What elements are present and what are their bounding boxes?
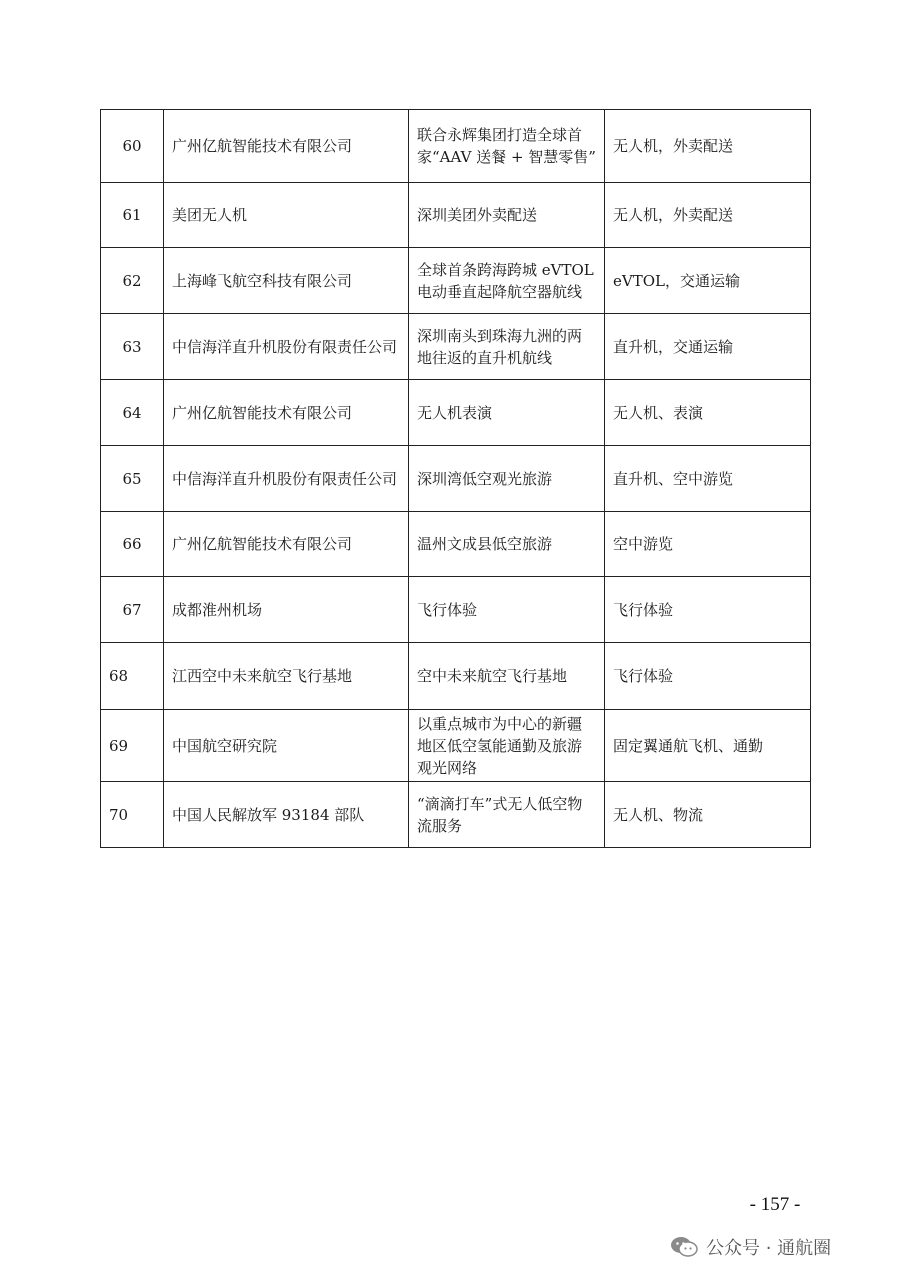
project-cell: 飞行体验 <box>409 577 605 643</box>
table-row <box>101 446 811 512</box>
category-cell: 空中游览 <box>605 512 811 577</box>
category-cell: 飞行体验 <box>605 577 811 643</box>
category-cell: 直升机、空中游览 <box>605 446 811 512</box>
company-cell: 中信海洋直升机股份有限责任公司 <box>164 446 409 512</box>
category-cell: 无人机，外卖配送 <box>605 110 811 183</box>
table-body <box>101 110 811 848</box>
company-cell: 广州亿航智能技术有限公司 <box>164 380 409 446</box>
category-cell: 固定翼通航飞机、通勤 <box>605 710 811 782</box>
wechat-icon <box>670 1235 698 1259</box>
row-number: 70 <box>101 782 164 848</box>
project-cell: 深圳美团外卖配送 <box>409 183 605 248</box>
company-cell: 中国航空研究院 <box>164 710 409 782</box>
watermark <box>670 1232 831 1262</box>
company-cell: 中国人民解放军 93184 部队 <box>164 782 409 848</box>
table-row <box>101 183 811 248</box>
project-cell: 空中未来航空飞行基地 <box>409 643 605 710</box>
table-row <box>101 782 811 848</box>
category-cell: 飞行体验 <box>605 643 811 710</box>
table-row <box>101 110 811 183</box>
company-cell: 广州亿航智能技术有限公司 <box>164 110 409 183</box>
row-number: 62 <box>101 248 164 314</box>
page-number: - 157 - <box>749 1194 801 1215</box>
project-cell: “滴滴打车”式无人低空物流服务 <box>409 782 605 848</box>
project-cell: 温州文成县低空旅游 <box>409 512 605 577</box>
project-table <box>100 109 811 848</box>
project-cell: 无人机表演 <box>409 380 605 446</box>
row-number: 65 <box>101 446 164 512</box>
watermark-text: 公众号 · 通航圈 <box>706 1238 832 1259</box>
table-row <box>101 380 811 446</box>
company-cell: 江西空中未来航空飞行基地 <box>164 643 409 710</box>
project-cell: 以重点城市为中心的新疆地区低空氢能通勤及旅游观光网络 <box>409 710 605 782</box>
project-cell: 深圳南头到珠海九洲的两地往返的直升机航线 <box>409 314 605 380</box>
company-cell: 成都淮州机场 <box>164 577 409 643</box>
category-cell: 直升机，交通运输 <box>605 314 811 380</box>
row-number: 63 <box>101 314 164 380</box>
category-cell: 无人机、表演 <box>605 380 811 446</box>
category-cell: eVTOL，交通运输 <box>605 248 811 314</box>
row-number: 60 <box>101 110 164 183</box>
company-cell: 美团无人机 <box>164 183 409 248</box>
row-number: 64 <box>101 380 164 446</box>
table-row <box>101 314 811 380</box>
company-cell: 中信海洋直升机股份有限责任公司 <box>164 314 409 380</box>
company-cell: 广州亿航智能技术有限公司 <box>164 512 409 577</box>
project-cell: 深圳湾低空观光旅游 <box>409 446 605 512</box>
table-row <box>101 577 811 643</box>
table-row <box>101 710 811 782</box>
row-number: 69 <box>101 710 164 782</box>
project-cell: 联合永辉集团打造全球首家“AAV 送餐 + 智慧零售” <box>409 110 605 183</box>
company-cell: 上海峰飞航空科技有限公司 <box>164 248 409 314</box>
row-number: 67 <box>101 577 164 643</box>
table-row <box>101 248 811 314</box>
project-cell: 全球首条跨海跨城 eVTOL 电动垂直起降航空器航线 <box>409 248 605 314</box>
row-number: 66 <box>101 512 164 577</box>
table-row <box>101 512 811 577</box>
row-number: 61 <box>101 183 164 248</box>
table-row <box>101 643 811 710</box>
category-cell: 无人机，外卖配送 <box>605 183 811 248</box>
category-cell: 无人机、物流 <box>605 782 811 848</box>
row-number: 68 <box>101 643 164 710</box>
